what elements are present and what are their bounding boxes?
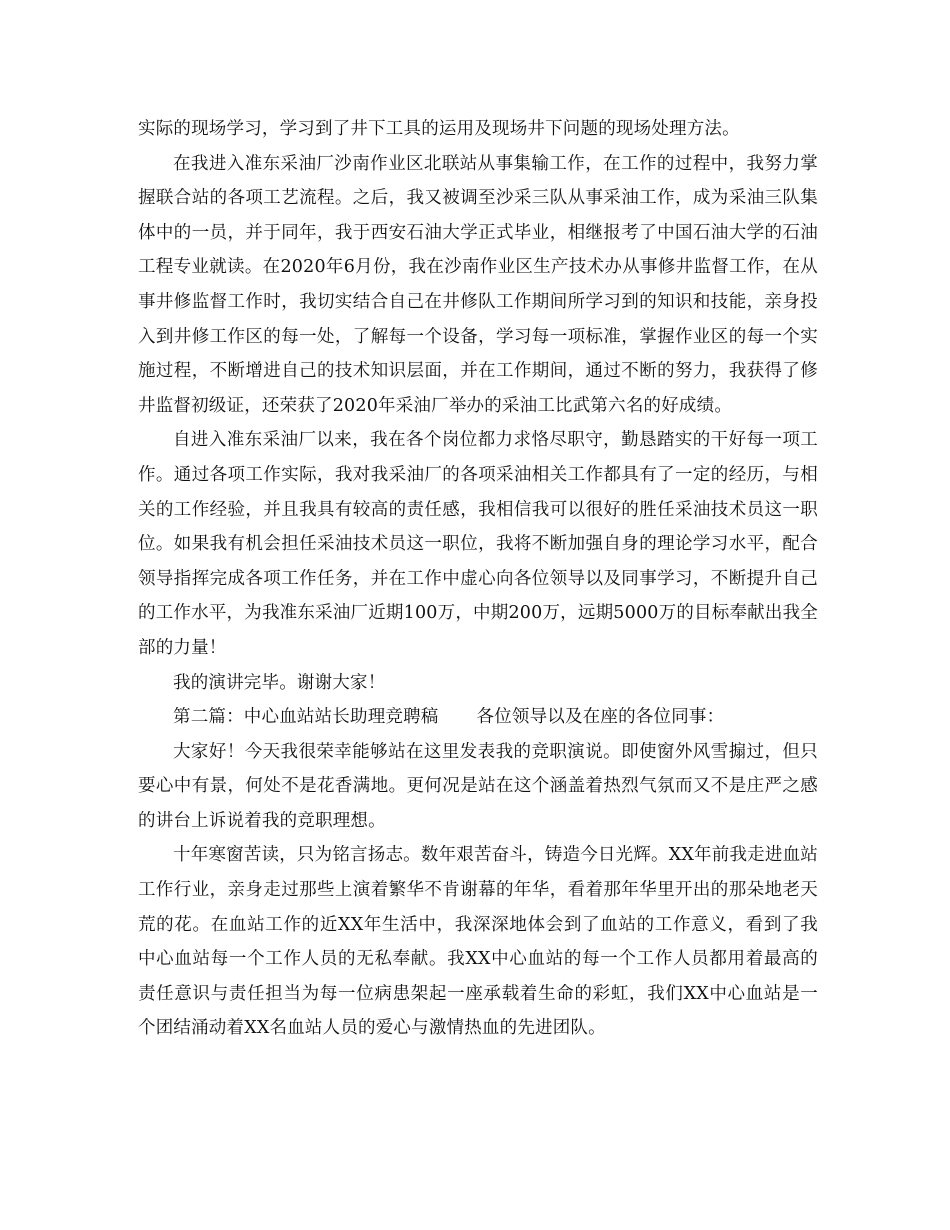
document-body (138, 112, 818, 1046)
paragraph-greeting: 大家好！今天我很荣幸能够站在这里发表我的竞职演说。即使窗外风雪搧过，但只要心中有景，何处不是花香满地。更何况是站在这个涵盖着热烈气氛而又不是庄严之感的讲台上诉说着我的竞职理想。 (138, 741, 818, 831)
salutation: 各位领导以及在座的各位同事： (476, 707, 725, 728)
section-heading-line (138, 700, 818, 735)
paragraph-2: 在我进入准东采油厂沙南作业区北联站从事集输工作，在工作的过程中，我努力掌握联合站的各项工艺流程。之后，我又被调至沙采三队从事采油工作，成为采油三队集体中的一员，并于同年，我于西安石油大学正式毕业，相继报考了中国石油大学的石油工程专业就读。在2020年6月份，我在沙南作业区生产技术办从事修井监督工作，在从事井修监督工作时，我切实结合自己在井修队工作期间所学习到的知识和技能，亲身投入到井修工作区的每一处，了解每一个设备，学习每一项标准，掌握作业区的每一个实施过程，不断增进自己的技术知识层面，并在工作期间，通过不断的努力，我获得了修井监督初级证，还荣获了2020年采油厂举办的采油工比武第六名的好成绩。 (138, 153, 818, 416)
section-title: 第二篇：中心血站站长助理竞聘稿 (173, 707, 439, 728)
paragraph-last: 十年寒窗苦读，只为铭言扬志。数年艰苦奋斗，铸造今日光辉。XX年前我走进血站工作行业，亲身走过那些上演着繁华不肯谢幕的年华，看着那年华里开出的那朵地老天荒的花。在血站工作的近XX年生活中，我深深地体会到了血站的工作意义，看到了我中心血站每一个工作人员的无私奉献。我XX中心血站的每一个工作人员都用着最高的责任意识与责任担当为每一位病患架起一座承载着生命的彩虹，我们XX中心血站是一个团结涌动着XX名血站人员的爱心与激情热血的先进团队。 (138, 845, 818, 1039)
closing-line: 我的演讲完毕。谢谢大家！ (173, 672, 386, 693)
paragraph-1: 实际的现场学习，学习到了井下工具的运用及现场井下问题的现场处理方法。 (138, 119, 740, 139)
paragraph-3: 自进入准东采油厂以来，我在各个岗位都力求恪尽职守，勤恳踏实的干好每一项工作。通过各项工作实际，我对我采油厂的各项采油相关工作都具有了一定的经历，与相关的工作经验，并且我具有较高的责任感，我相信我可以很好的胜任采油技术员这一职位。如果我有机会担任采油技术员这一职位，我将不断加强自身的理论学习水平，配合领导指挥完成各项工作任务，并在工作中虚心向各位领导以及同事学习，不断提升自己的工作水平，为我准东采油厂近期100万，中期200万，远期5000万的目标奉献出我全部的力量！ (138, 430, 818, 658)
